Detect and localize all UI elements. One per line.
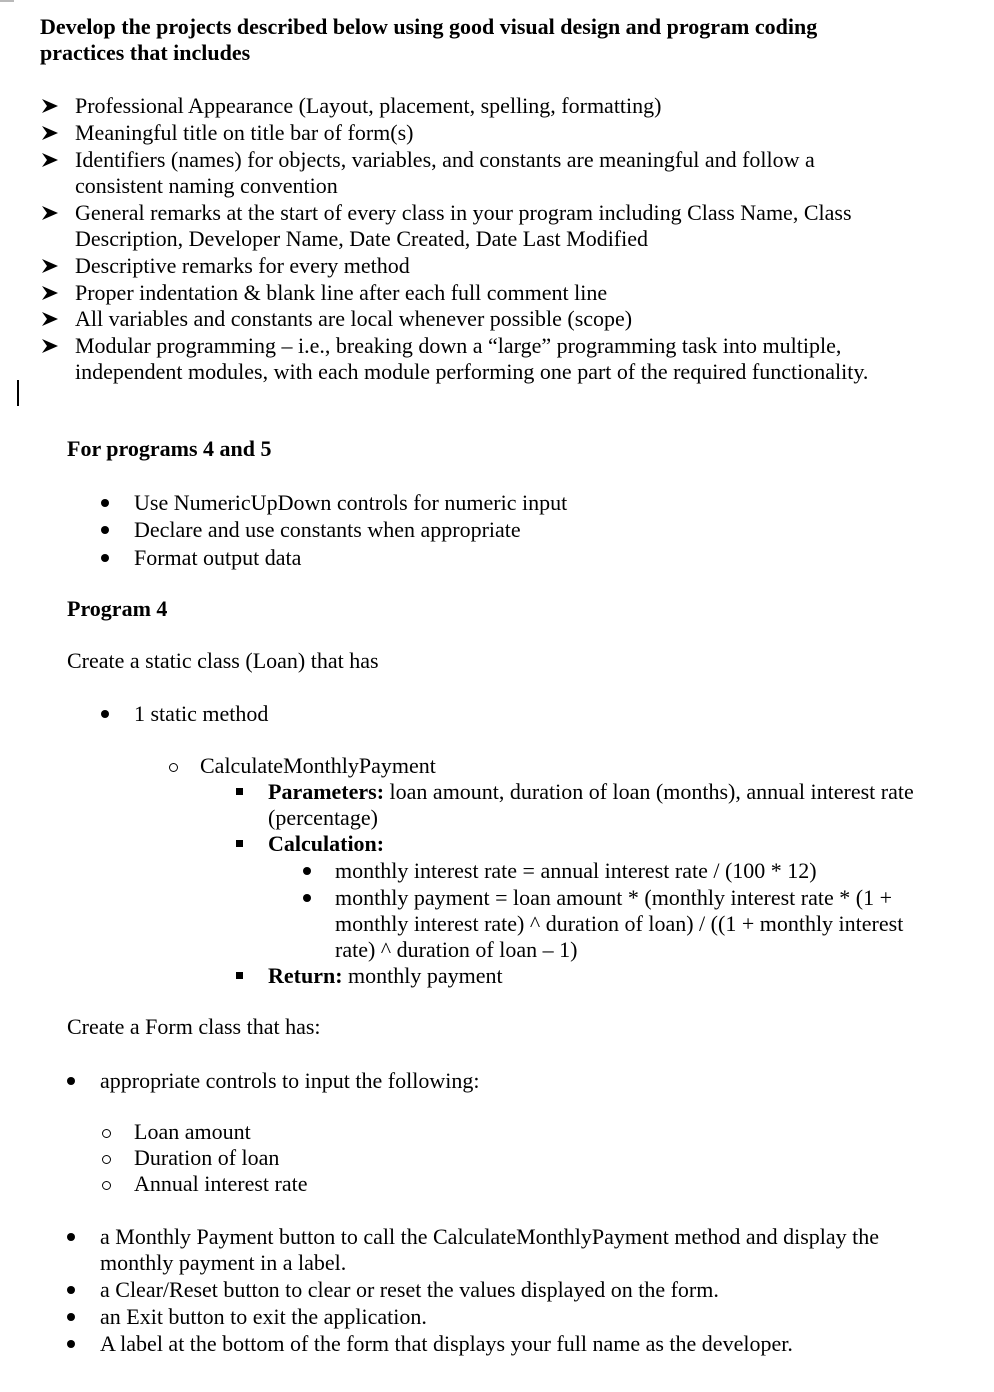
bullet-circle-icon <box>102 1155 111 1164</box>
arrow-bullet-icon <box>40 333 62 359</box>
bullet-square-icon <box>236 788 243 795</box>
static-class-intro: Create a static class (Loan) that has <box>67 648 379 673</box>
input-item: Annual interest rate <box>134 1171 308 1196</box>
method-name: CalculateMonthlyPayment <box>200 753 436 778</box>
bullet-dot-icon <box>303 894 311 902</box>
practice-item: Professional Appearance (Layout, placement, spelling, formatting) <box>75 93 662 118</box>
arrow-bullet-icon <box>40 93 62 119</box>
intro-heading-line2: practices that includes <box>40 40 251 65</box>
list-item: Declare and use constants when appropriate <box>134 517 521 542</box>
calculation-label: Calculation: <box>268 831 385 856</box>
practice-item: Modular programming – i.e., breaking down a “large” programming task into multiple, <box>75 333 842 358</box>
text-cursor <box>17 380 19 406</box>
arrow-bullet-icon <box>40 253 62 279</box>
bullet-dot-icon <box>101 554 109 562</box>
monthly-button-requirement: a Monthly Payment button to call the CalculateMonthlyPayment method and display the <box>100 1224 880 1249</box>
input-item: Loan amount <box>134 1119 251 1144</box>
parameters-line <box>268 779 914 805</box>
exit-button-requirement: an Exit button to exit the application. <box>100 1304 427 1329</box>
calc-line-continuation: monthly interest rate) ^ duration of loan) / ((1 + monthly interest <box>335 911 904 936</box>
parameters-label: Parameters: <box>268 779 385 804</box>
practice-item: All variables and constants are local whenever possible (scope) <box>75 306 633 331</box>
calc-line: monthly payment = loan amount * (monthly interest rate * (1 + <box>335 885 892 910</box>
bullet-dot-icon <box>67 1340 75 1348</box>
form-class-intro: Create a Form class that has: <box>67 1014 321 1039</box>
calc-line-continuation: rate) ^ duration of loan – 1) <box>335 937 578 962</box>
developer-label-requirement: A label at the bottom of the form that displays your full name as the developer. <box>100 1331 793 1356</box>
arrow-bullet-icon <box>40 280 62 306</box>
bullet-dot-icon <box>67 1286 75 1294</box>
bullet-dot-icon <box>101 710 109 718</box>
input-item: Duration of loan <box>134 1145 280 1170</box>
program4-heading: Program 4 <box>67 596 168 621</box>
arrow-bullet-icon <box>40 200 62 226</box>
static-method-count: 1 static method <box>134 701 269 726</box>
parameters-continuation: (percentage) <box>268 805 378 830</box>
practice-item: Meaningful title on title bar of form(s) <box>75 120 414 145</box>
bullet-dot-icon <box>101 526 109 534</box>
bullet-dot-icon <box>101 499 109 507</box>
list-item: Use NumericUpDown controls for numeric input <box>134 490 568 515</box>
parameters-text: loan amount, duration of loan (months), annual interest rate <box>384 779 914 804</box>
controls-intro: appropriate controls to input the following: <box>100 1068 480 1093</box>
arrow-bullet-icon <box>40 120 62 146</box>
practice-item: General remarks at the start of every class in your program including Class Name, Class <box>75 200 852 225</box>
bullet-circle-icon <box>169 763 178 772</box>
return-line <box>268 963 503 989</box>
calc-line: monthly interest rate = annual interest rate / (100 * 12) <box>335 858 817 883</box>
arrow-bullet-icon <box>40 147 62 173</box>
practice-item: Proper indentation & blank line after each full comment line <box>75 280 608 305</box>
clear-button-requirement: a Clear/Reset button to clear or reset the values displayed on the form. <box>100 1277 719 1302</box>
programs45-heading: For programs 4 and 5 <box>67 436 272 461</box>
bullet-square-icon <box>236 840 243 847</box>
practice-item-continuation: Description, Developer Name, Date Created, Date Last Modified <box>75 226 649 251</box>
bullet-square-icon <box>236 972 243 979</box>
bullet-dot-icon <box>67 1233 75 1241</box>
bullet-dot-icon <box>67 1313 75 1321</box>
return-label: Return: <box>268 963 343 988</box>
list-item: Format output data <box>134 545 302 570</box>
practice-item: Descriptive remarks for every method <box>75 253 410 278</box>
practice-item: Identifiers (names) for objects, variables, and constants are meaningful and follow a <box>75 147 815 172</box>
bullet-circle-icon <box>102 1181 111 1190</box>
bullet-dot-icon <box>303 867 311 875</box>
return-text: monthly payment <box>342 963 503 988</box>
page-corner-mark <box>0 0 14 2</box>
arrow-bullet-icon <box>40 306 62 332</box>
bullet-circle-icon <box>102 1129 111 1138</box>
practice-item-continuation: consistent naming convention <box>75 173 338 198</box>
intro-heading-line1: Develop the projects described below using good visual design and program coding <box>40 14 818 39</box>
practice-item-continuation: independent modules, with each module performing one part of the required functionality. <box>75 359 869 384</box>
bullet-dot-icon <box>67 1077 75 1085</box>
monthly-button-continuation: monthly payment in a label. <box>100 1250 347 1275</box>
